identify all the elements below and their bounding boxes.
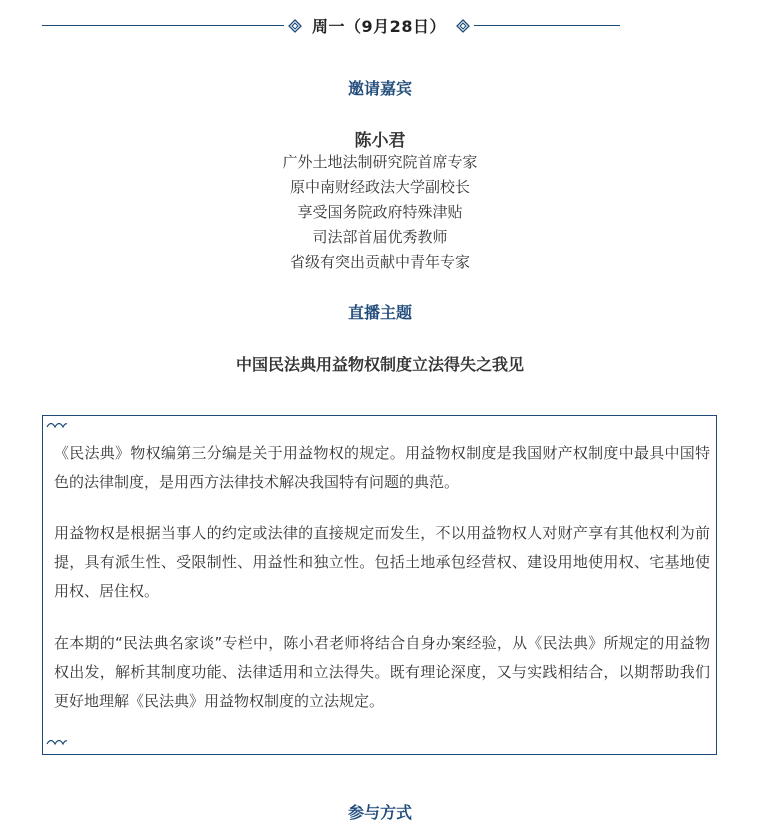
topic-heading: 直播主题 (347, 303, 412, 322)
guest-name: 陈小君 (354, 131, 406, 151)
intro-paragraph: 在本期的“民法典名家谈”专栏中，陈小君老师将结合自身办案经验，从《民法典》所规定的用益物权出发，解析其制度功能、法律适用和立法得失。既有理论深度，又与实践相结合，以期帮助我们更好地理解《民法典》用益物权制度的立法规定。 (54, 634, 710, 710)
guest-titles-list (0, 150, 760, 275)
guest-title-item: 省级有突出贡献中青年专家 (289, 253, 470, 271)
intro-paragraph: 用益物权是根据当事人的约定或法律的直接规定而发生，不以用益物权人对财产享有其他权利为前提，具有派生性、受限制性、用益性和独立性。包括土地承包经营权、建设用地使用权、宅基地使用权、居住权。 (54, 524, 710, 600)
date-header (42, 12, 620, 40)
diamond-ornament-icon (456, 19, 470, 33)
participation-heading: 参与方式 (347, 803, 412, 822)
diamond-ornament-icon (288, 19, 302, 33)
intro-box (42, 415, 717, 755)
guest-title-item: 享受国务院政府特殊津贴 (297, 203, 463, 221)
wave-ornament-icon (46, 419, 68, 429)
divider-right (474, 25, 620, 26)
wave-ornament-icon (46, 736, 68, 746)
date-label: 周一（9月28日） (312, 17, 446, 36)
divider-left (42, 25, 284, 26)
intro-paragraph: 《民法典》物权编第三分编是关于用益物权的规定。用益物权制度是我国财产权制度中最具中国特色的法律制度，是用西方法律技术解决我国特有问题的典范。 (54, 444, 710, 491)
guest-title-item: 广外土地法制研究院首席专家 (282, 153, 478, 171)
guest-title-item: 原中南财经政法大学副校长 (289, 178, 470, 196)
guest-title-item: 司法部首届优秀教师 (312, 228, 448, 246)
guest-heading: 邀请嘉宾 (347, 79, 412, 98)
topic-title: 中国民法典用益物权制度立法得失之我见 (235, 355, 524, 374)
